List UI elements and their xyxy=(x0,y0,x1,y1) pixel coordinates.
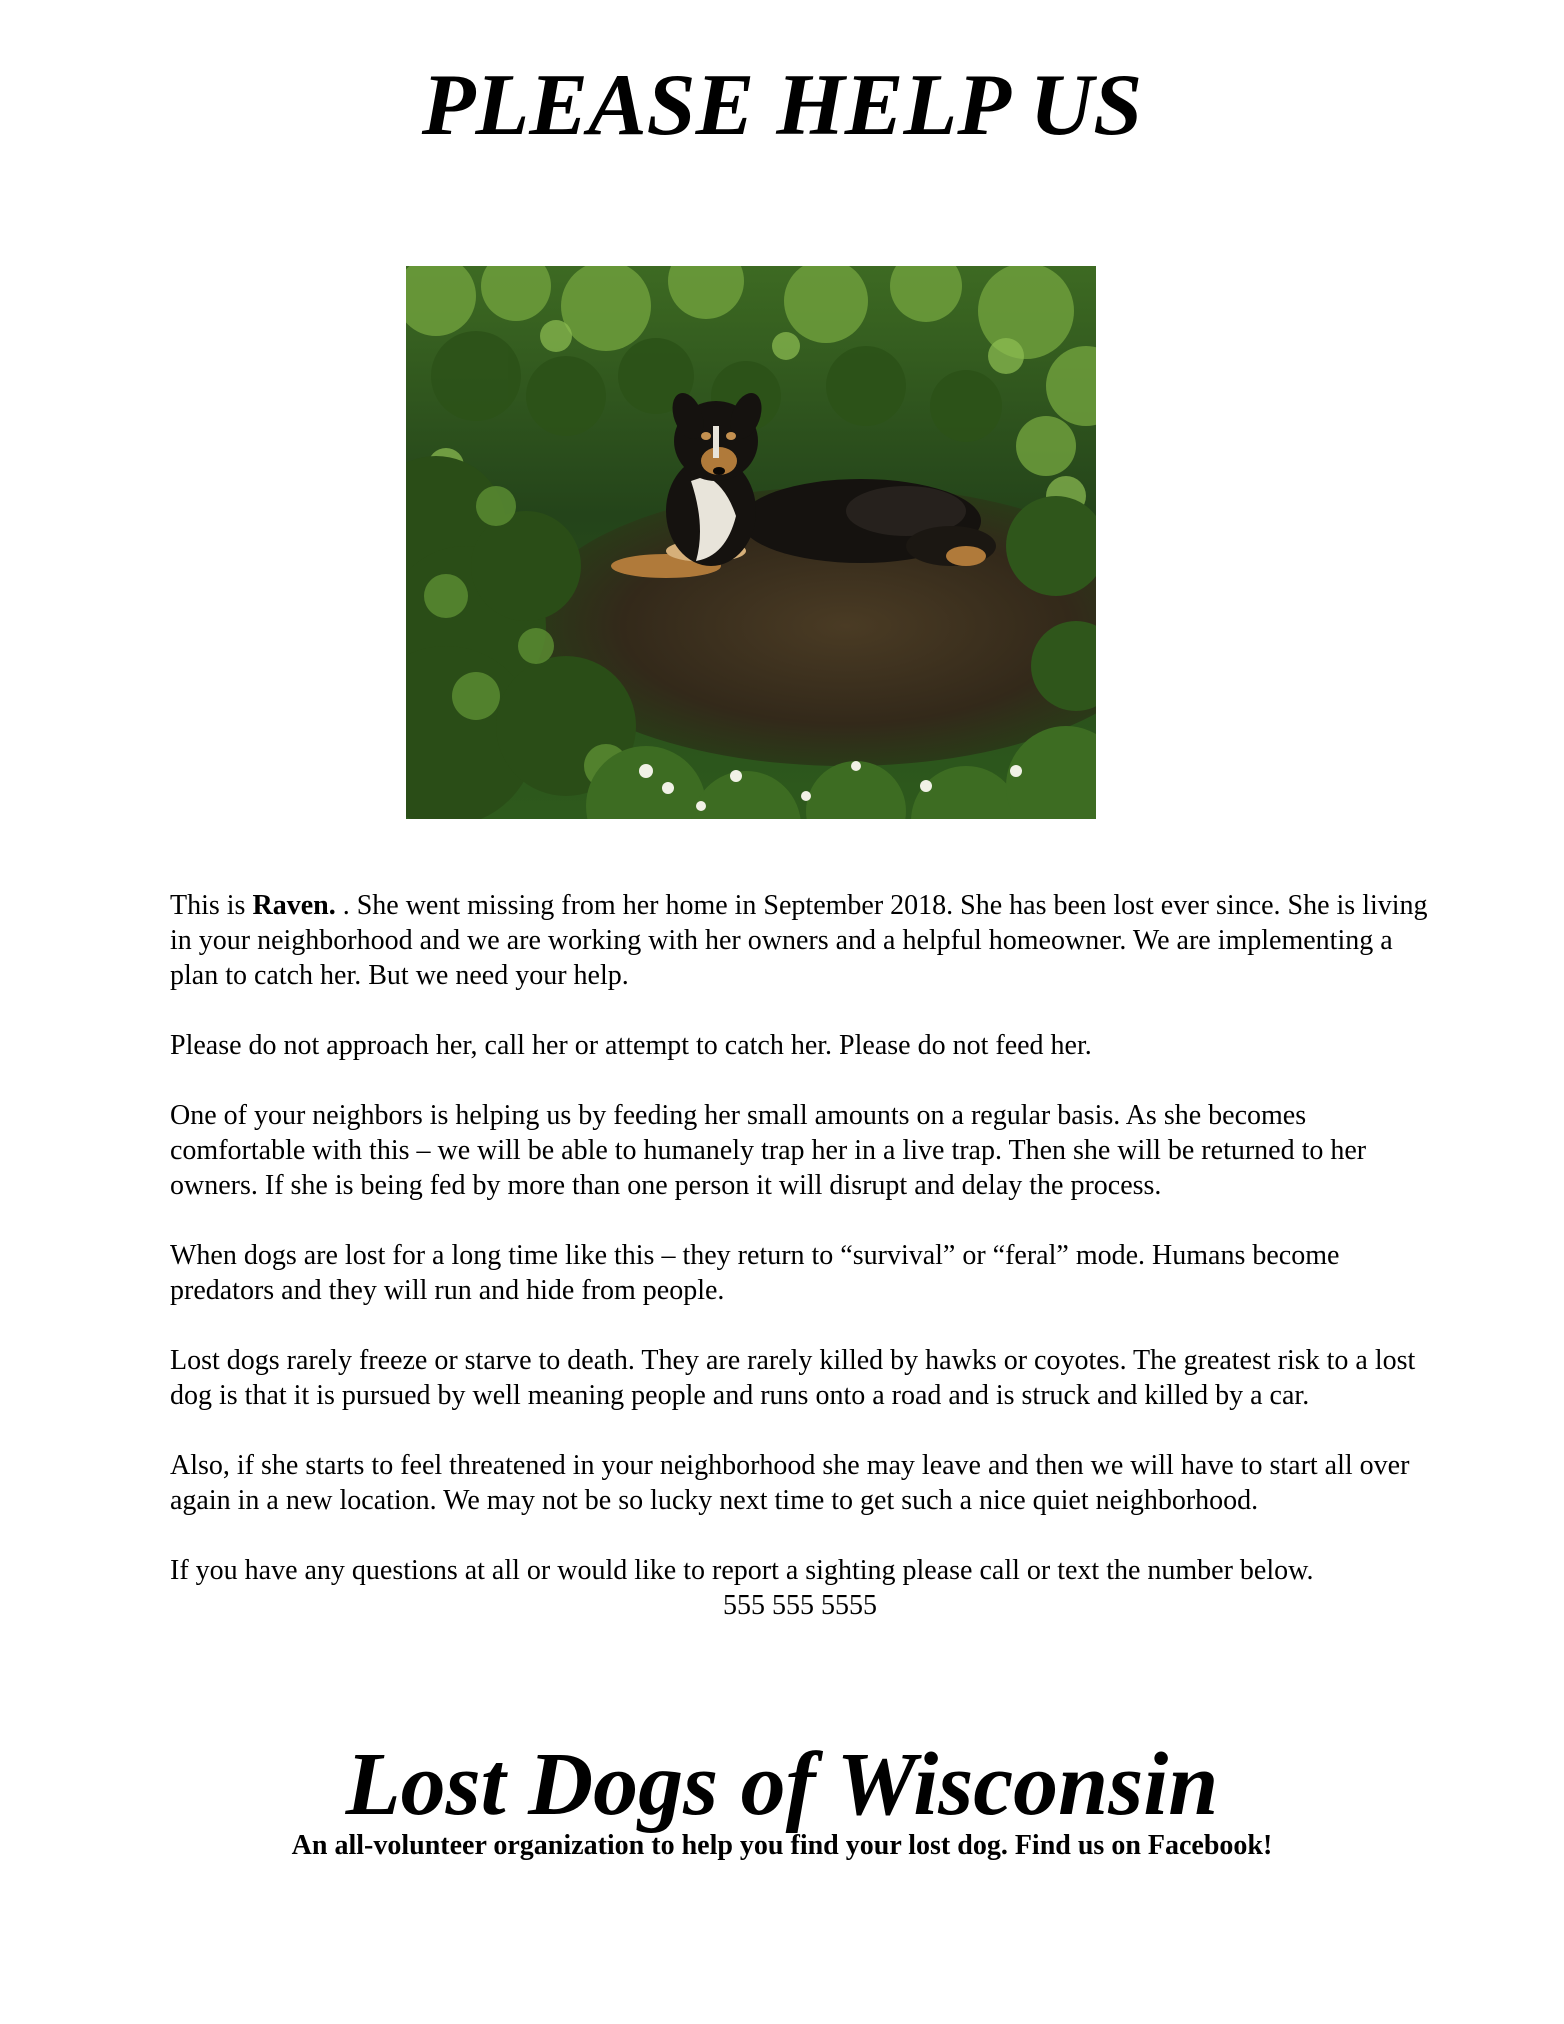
dog-photo xyxy=(406,266,1096,819)
phone-number: 555 555 5555 xyxy=(723,1590,877,1621)
headline: PLEASE HELP US xyxy=(421,57,1143,154)
flyer-body xyxy=(170,888,1430,1623)
do-not-approach-paragraph: Please do not approach her, call her or attempt to catch her. Please do not feed her. xyxy=(170,1030,1092,1061)
organization-tagline: An all-volunteer organization to help you find your lost dog. Find us on Facebook! xyxy=(291,1830,1273,1861)
intro-paragraph xyxy=(170,888,1430,993)
organization-name: Lost Dogs of Wisconsin xyxy=(345,1735,1219,1834)
contact-paragraph: If you have any questions at all or would like to report a sighting please call or text the number below. xyxy=(170,1555,1314,1586)
dog-photo-illustration xyxy=(406,266,1096,819)
dog-name: Raven. xyxy=(252,890,336,921)
intro-prefix: This is xyxy=(170,890,253,921)
intro-text: . She went missing from her home in September 2018. She has been lost ever since. She is living in your neighborhood and we are working with her owners and a helpful homeowner. We are implementing a plan to catch her. But we need your help. xyxy=(170,890,1428,991)
threatened-paragraph: Also, if she starts to feel threatened in your neighborhood she may leave and then we will have to start all over again in a new location. We may not be so lucky next time to get such a nice quiet neighborhood. xyxy=(170,1450,1410,1516)
feeding-paragraph: One of your neighbors is helping us by feeding her small amounts on a regular basis. As she becomes comfortable with this – we will be able to humanely trap her in a live trap. Then she will be returned to her owners. If she is being fed by more than one person it will disrupt and delay the process. xyxy=(170,1100,1367,1201)
risk-paragraph: Lost dogs rarely freeze or starve to death. They are rarely killed by hawks or coyotes. The greatest risk to a lost dog is that it is pursued by well meaning people and runs onto a road and is struck and killed by a car. xyxy=(170,1345,1416,1411)
survival-mode-paragraph: When dogs are lost for a long time like this – they return to “survival” or “feral” mode. Humans become predators and they will run and hide from people. xyxy=(170,1240,1340,1306)
